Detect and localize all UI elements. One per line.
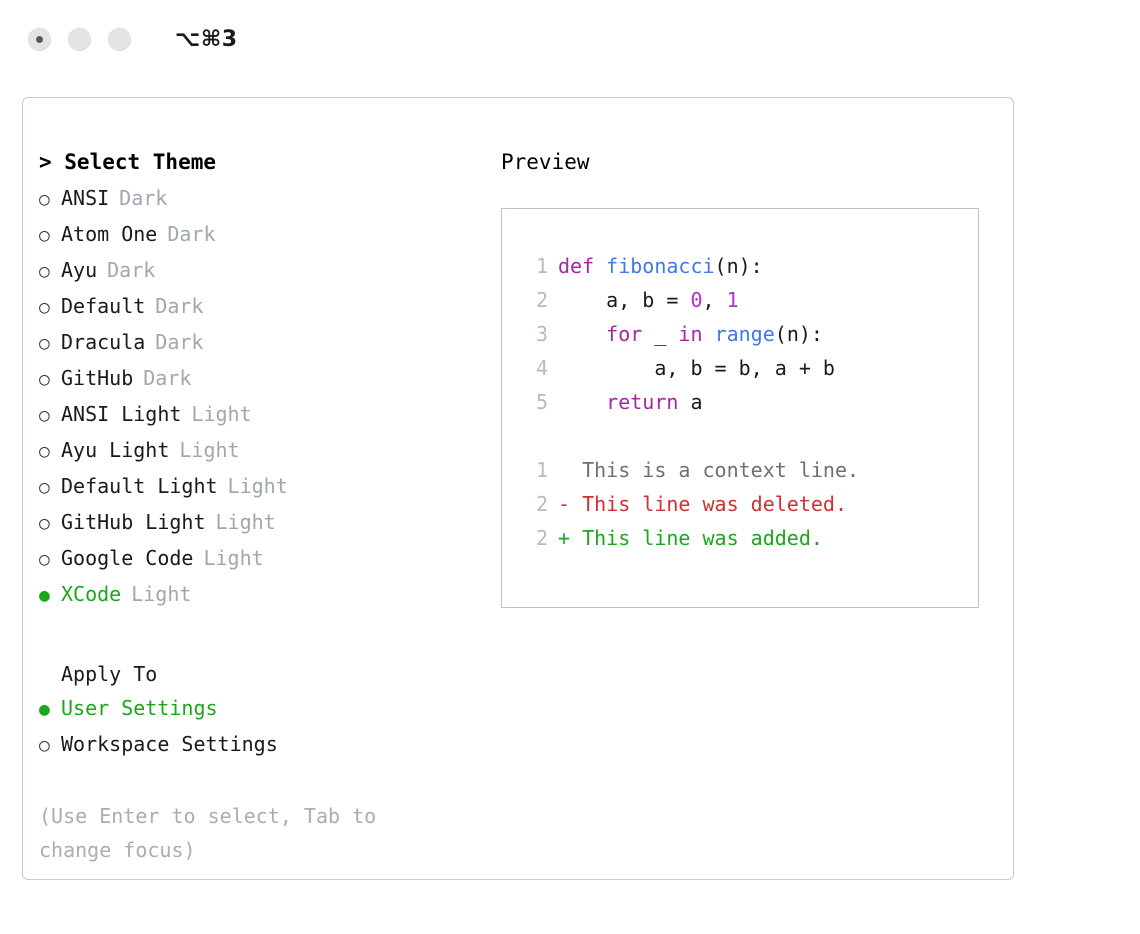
theme-option-default[interactable] bbox=[39, 289, 479, 325]
theme-variant-tag: Dark bbox=[155, 294, 204, 318]
diff-marker: - bbox=[558, 492, 571, 516]
theme-name: GitHub Light bbox=[61, 510, 206, 534]
theme-option-google-code[interactable] bbox=[39, 541, 479, 577]
line-number: 1 bbox=[535, 458, 548, 482]
theme-variant-tag: Dark bbox=[107, 258, 156, 282]
theme-variant-tag: Light bbox=[227, 474, 288, 498]
theme-variant-tag: Light bbox=[191, 402, 252, 426]
radio-icon: ○ bbox=[39, 225, 50, 246]
code-token: a, b = b, a + b bbox=[558, 356, 835, 380]
theme-variant-tag: Dark bbox=[155, 330, 204, 354]
line-number: 2 bbox=[535, 526, 548, 550]
theme-name: Google Code bbox=[61, 546, 194, 570]
keyboard-hint: (Use Enter to select, Tab to change focus) bbox=[39, 804, 389, 862]
radio-selected-icon: ● bbox=[39, 699, 50, 720]
code-token: (n): bbox=[774, 322, 823, 346]
diff-text: This is a context line. bbox=[570, 458, 860, 482]
apply-to-title: Apply To bbox=[61, 662, 158, 686]
theme-list[interactable] bbox=[39, 181, 479, 613]
diff-line bbox=[520, 521, 978, 555]
close-icon[interactable] bbox=[28, 28, 51, 51]
theme-variant-tag: Dark bbox=[167, 222, 216, 246]
radio-icon: ○ bbox=[39, 261, 50, 282]
line-number: 2 bbox=[535, 288, 548, 312]
radio-icon: ○ bbox=[39, 333, 50, 354]
code-token bbox=[558, 390, 606, 414]
radio-icon: ○ bbox=[39, 477, 50, 498]
theme-variant-tag: Light bbox=[203, 546, 264, 570]
theme-variant-tag: Dark bbox=[119, 186, 168, 210]
radio-icon: ○ bbox=[39, 369, 50, 390]
code-token: in bbox=[678, 322, 703, 346]
radio-icon: ○ bbox=[39, 189, 50, 210]
theme-name: GitHub bbox=[61, 366, 134, 390]
code-token: range bbox=[714, 322, 775, 346]
title-bar bbox=[0, 0, 1140, 78]
code-token: , bbox=[702, 288, 727, 312]
radio-icon: ○ bbox=[39, 735, 50, 756]
apply-option-workspace-settings[interactable] bbox=[39, 727, 479, 763]
code-token bbox=[558, 322, 606, 346]
code-token: 0 bbox=[690, 288, 703, 312]
line-number: 3 bbox=[535, 322, 548, 346]
code-token: a, b = bbox=[558, 288, 691, 312]
radio-selected-icon: ● bbox=[39, 585, 50, 606]
code-line bbox=[520, 249, 978, 283]
apply-option-label: User Settings bbox=[61, 696, 218, 720]
minimize-icon[interactable] bbox=[68, 28, 91, 51]
diff-marker bbox=[558, 458, 570, 482]
theme-option-ayu-light[interactable] bbox=[39, 433, 479, 469]
preview-column bbox=[501, 150, 1001, 608]
code-token bbox=[703, 322, 715, 346]
diff-text: This line was deleted. bbox=[570, 492, 847, 516]
diff-sample bbox=[520, 453, 978, 555]
shortcut-label: ⌥⌘3 bbox=[175, 26, 238, 52]
line-number: 5 bbox=[535, 390, 548, 414]
theme-name: ANSI Light bbox=[61, 402, 182, 426]
theme-selection-column bbox=[39, 150, 479, 867]
select-theme-heading: > Select Theme bbox=[39, 150, 217, 174]
code-token: def bbox=[558, 254, 607, 278]
theme-variant-tag: Light bbox=[179, 438, 240, 462]
theme-variant-tag: Light bbox=[215, 510, 276, 534]
line-number: 1 bbox=[535, 254, 548, 278]
radio-icon: ○ bbox=[39, 297, 50, 318]
theme-picker-panel bbox=[22, 97, 1014, 880]
theme-name: Default Light bbox=[61, 474, 218, 498]
theme-variant-tag: Light bbox=[131, 582, 192, 606]
theme-name: ANSI bbox=[61, 186, 110, 210]
close-icon-dot bbox=[36, 36, 43, 43]
code-token: for bbox=[606, 322, 643, 346]
theme-variant-tag: Dark bbox=[143, 366, 192, 390]
theme-option-ansi[interactable] bbox=[39, 181, 479, 217]
theme-option-xcode[interactable] bbox=[39, 577, 479, 613]
code-line bbox=[520, 283, 978, 317]
theme-name: Ayu Light bbox=[61, 438, 170, 462]
theme-name: Atom One bbox=[61, 222, 158, 246]
code-token: (n): bbox=[714, 254, 763, 278]
diff-line bbox=[520, 487, 978, 521]
theme-option-ayu[interactable] bbox=[39, 253, 479, 289]
apply-to-section bbox=[39, 657, 479, 763]
radio-icon: ○ bbox=[39, 513, 50, 534]
preview-title: Preview bbox=[501, 150, 590, 174]
code-token: 1 bbox=[726, 288, 739, 312]
zoom-icon[interactable] bbox=[108, 28, 131, 51]
apply-option-label: Workspace Settings bbox=[61, 732, 278, 756]
theme-option-dracula[interactable] bbox=[39, 325, 479, 361]
code-line bbox=[520, 351, 978, 385]
radio-icon: ○ bbox=[39, 405, 50, 426]
diff-text: This line was added. bbox=[570, 526, 823, 550]
code-token: a bbox=[678, 390, 703, 414]
theme-name: Default bbox=[61, 294, 146, 318]
code-token: return bbox=[606, 390, 679, 414]
theme-option-github[interactable] bbox=[39, 361, 479, 397]
code-line bbox=[520, 317, 978, 351]
radio-icon: ○ bbox=[39, 549, 50, 570]
apply-option-user-settings[interactable] bbox=[39, 691, 479, 727]
theme-name: Dracula bbox=[61, 330, 146, 354]
apply-to-options[interactable] bbox=[39, 691, 479, 763]
code-sample bbox=[520, 249, 978, 419]
theme-option-github-light[interactable] bbox=[39, 505, 479, 541]
theme-option-atom-one[interactable] bbox=[39, 217, 479, 253]
diff-marker: + bbox=[558, 526, 571, 550]
code-token: fibonacci bbox=[606, 254, 715, 278]
code-spacer bbox=[520, 419, 978, 453]
code-line bbox=[520, 385, 978, 419]
diff-line bbox=[520, 453, 978, 487]
code-token: _ bbox=[642, 322, 679, 346]
line-number: 2 bbox=[535, 492, 548, 516]
radio-icon: ○ bbox=[39, 441, 50, 462]
preview-box bbox=[501, 208, 979, 608]
line-number: 4 bbox=[535, 356, 548, 380]
window-controls[interactable] bbox=[28, 28, 131, 51]
theme-name: XCode bbox=[61, 582, 122, 606]
theme-option-default-light[interactable] bbox=[39, 469, 479, 505]
theme-name: Ayu bbox=[61, 258, 98, 282]
theme-option-ansi-light[interactable] bbox=[39, 397, 479, 433]
